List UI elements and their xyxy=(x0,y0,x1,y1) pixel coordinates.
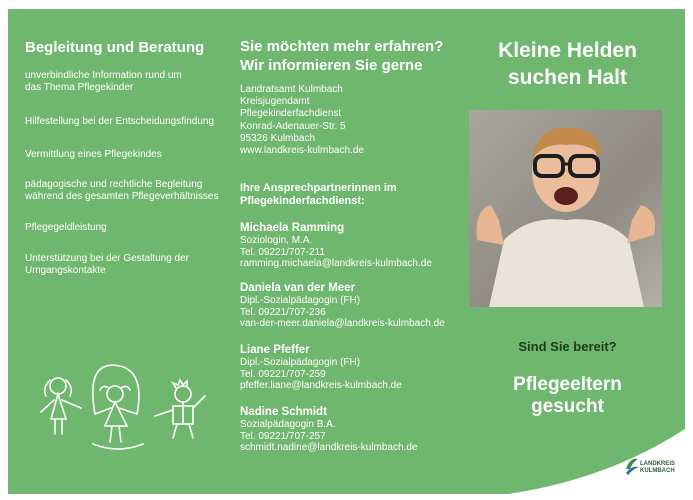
contact-heading: Sie möchten mehr erfahren? Wir informieren Sie gerne xyxy=(240,38,444,74)
question-text: Sind Sie bereit? xyxy=(518,339,617,354)
contact-email[interactable]: schmidt.nadine@landkreis-kulmbach.de xyxy=(240,442,418,453)
flyer-sheet xyxy=(8,9,685,494)
contact-role: Dipl.-Sozialpädagogin (FH) xyxy=(240,357,361,368)
contact-role: Soziologin, M.A. xyxy=(240,235,313,246)
logo-text: LANDKREIS KULMBACH xyxy=(640,461,676,474)
contact-phone: Tel. 09221/707-211 xyxy=(240,246,325,258)
list-item: unverbindliche Information rund um das Thema Pflegekinder xyxy=(25,70,182,93)
contact-phone: Tel. 09221/707-257 xyxy=(240,430,326,442)
contact-phone: Tel. 09221/707-236 xyxy=(240,306,326,318)
page-title: Kleine Helden suchen Halt xyxy=(498,39,637,89)
left-heading: Begleitung und Beratung xyxy=(25,39,205,56)
contact-email[interactable]: van-der-meer.daniela@landkreis-kulmbach.de xyxy=(240,318,445,329)
list-item: Hilfestellung bei der Entscheidungsfindung xyxy=(25,116,215,127)
list-item: Vermittlung eines Pflegekindes xyxy=(25,149,162,160)
district-logo xyxy=(624,455,680,489)
contact-phone: Tel. 09221/707-259 xyxy=(240,368,326,380)
tagline: Pflegeeltern gesucht xyxy=(513,374,622,417)
contact-name: Michaela Ramming xyxy=(240,222,345,234)
contact-name: Nadine Schmidt xyxy=(240,406,327,418)
list-item: pädagogische und rechtliche Begleitung während des gesamten Pflegeverhältnisses xyxy=(25,179,219,202)
list-item: Pflegegeldleistung xyxy=(25,222,107,233)
contact-name: Liane Pfeffer xyxy=(240,344,310,356)
contact-role: Sozialpädagogin B.A. xyxy=(240,419,336,430)
contact-name: Daniela van der Meer xyxy=(240,282,356,294)
address-block: Landratsamt Kulmbach Kreisjugendamt Pflegekinderfachdienst Konrad-Adenauer-Str. 5 95326 Kulmbach www.landkreis-kulmbach.de xyxy=(240,84,364,157)
list-item: Unterstützung bei der Gestaltung der Umgangskontakte xyxy=(25,253,189,276)
contact-email[interactable]: ramming.michaela@landkreis-kulmbach.de xyxy=(240,258,432,269)
contact-role: Dipl.-Sozialpädagogin (FH) xyxy=(240,295,361,306)
district-logo-icon xyxy=(624,455,640,477)
contacts-heading: Ihre Ansprechpartnerinnen im Pflegekinderfachdienst: xyxy=(240,182,397,207)
decorative-wave xyxy=(8,9,685,494)
contact-email[interactable]: pfeffer.liane@landkreis-kulmbach.de xyxy=(240,380,402,391)
